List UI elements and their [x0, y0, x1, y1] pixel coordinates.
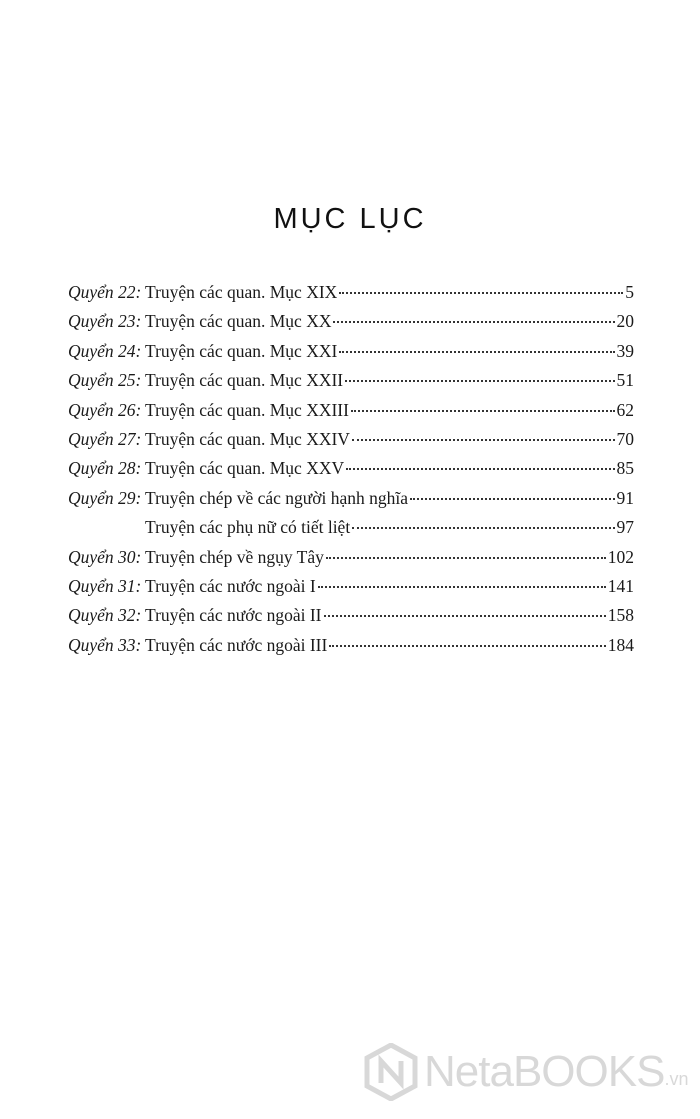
toc-page-number: 20	[616, 311, 634, 332]
toc-row[interactable]	[68, 572, 634, 601]
toc-title: Truyện các quan. Mục XXV	[145, 458, 345, 479]
toc-volume: Quyển 25:	[68, 370, 142, 391]
toc-page-number: 158	[607, 605, 634, 626]
toc-title: Truyện các quan. Mục XX	[145, 311, 332, 332]
toc-row[interactable]	[68, 631, 634, 660]
toc-page-number: 5	[625, 282, 634, 302]
toc-row[interactable]	[68, 396, 634, 425]
dot-leader	[346, 468, 614, 470]
toc-title: Truyện các phụ nữ có tiết liệt	[145, 517, 351, 538]
toc-title: Truyện các quan. Mục XXIV	[145, 428, 350, 449]
dot-leader	[333, 321, 614, 323]
toc-row[interactable]	[68, 454, 634, 483]
page-title: MỤC LỤC	[273, 203, 427, 235]
dot-leader	[352, 439, 615, 441]
toc-title: Truyện chép về ngụy Tây	[145, 546, 324, 567]
toc-row[interactable]	[68, 484, 634, 513]
toc-volume: Quyển 29:	[68, 487, 142, 508]
toc-page-number: 85	[616, 458, 634, 479]
toc-volume: Quyển 22:	[68, 282, 142, 302]
dot-leader	[410, 498, 614, 500]
watermark-logo	[364, 1042, 694, 1102]
toc-page-number: 97	[616, 517, 634, 538]
toc-volume: Quyển 27:	[68, 428, 142, 449]
toc-row[interactable]	[68, 425, 634, 454]
dot-leader	[351, 410, 615, 412]
netabooks-logo-icon	[364, 1043, 418, 1101]
dot-leader	[324, 615, 606, 617]
dot-leader	[326, 557, 606, 559]
toc-volume: Quyển 31:	[68, 575, 142, 596]
toc-page-number: 91	[616, 487, 634, 508]
toc-title: Truyện các quan. Mục XXI	[145, 340, 338, 361]
toc-row[interactable]	[68, 278, 634, 307]
dot-leader	[345, 380, 614, 382]
toc-title: Truyện các quan. Mục XXII	[145, 370, 344, 391]
watermark-text: NetaBOOKS	[424, 1047, 665, 1096]
toc-page-number: 141	[607, 575, 634, 596]
toc-title: Truyện các nước ngoài I	[145, 575, 316, 596]
toc-row[interactable]	[68, 601, 634, 630]
toc-title: Truyện các nước ngoài III	[145, 634, 328, 655]
dot-leader	[329, 645, 605, 647]
toc-title: Truyện các nước ngoài II	[145, 605, 322, 626]
toc-volume: Quyển 24:	[68, 340, 142, 361]
toc-title: Truyện các quan. Mục XXIII	[145, 399, 349, 420]
toc-volume: Quyển 30:	[68, 546, 142, 567]
dot-leader	[339, 292, 623, 294]
dot-leader	[339, 351, 614, 353]
toc-page-number: 184	[607, 634, 634, 655]
toc-page-number: 51	[616, 370, 634, 391]
toc-row[interactable]	[68, 307, 634, 336]
toc-page-number: 102	[607, 546, 634, 567]
toc-page-number: 70	[616, 428, 634, 449]
toc-volume: Quyển 28:	[68, 458, 142, 479]
toc-row[interactable]	[68, 366, 634, 395]
dot-leader	[352, 527, 614, 529]
toc-volume: Quyển 32:	[68, 605, 142, 626]
toc-title: Truyện chép về các người hạnh nghĩa	[145, 487, 409, 508]
dot-leader	[318, 586, 606, 588]
toc-page-number: 39	[616, 340, 634, 361]
toc-title: Truyện các quan. Mục XIX	[145, 282, 338, 302]
toc-row[interactable]	[68, 513, 634, 542]
toc-row[interactable]	[68, 543, 634, 572]
toc-volume: Quyển 26:	[68, 399, 142, 420]
table-of-contents	[68, 278, 634, 660]
toc-volume: Quyển 23:	[68, 311, 142, 332]
toc-row[interactable]	[68, 337, 634, 366]
toc-volume: Quyển 33:	[68, 634, 142, 655]
watermark-suffix: .vn	[664, 1069, 689, 1089]
toc-page-number: 62	[616, 399, 634, 420]
